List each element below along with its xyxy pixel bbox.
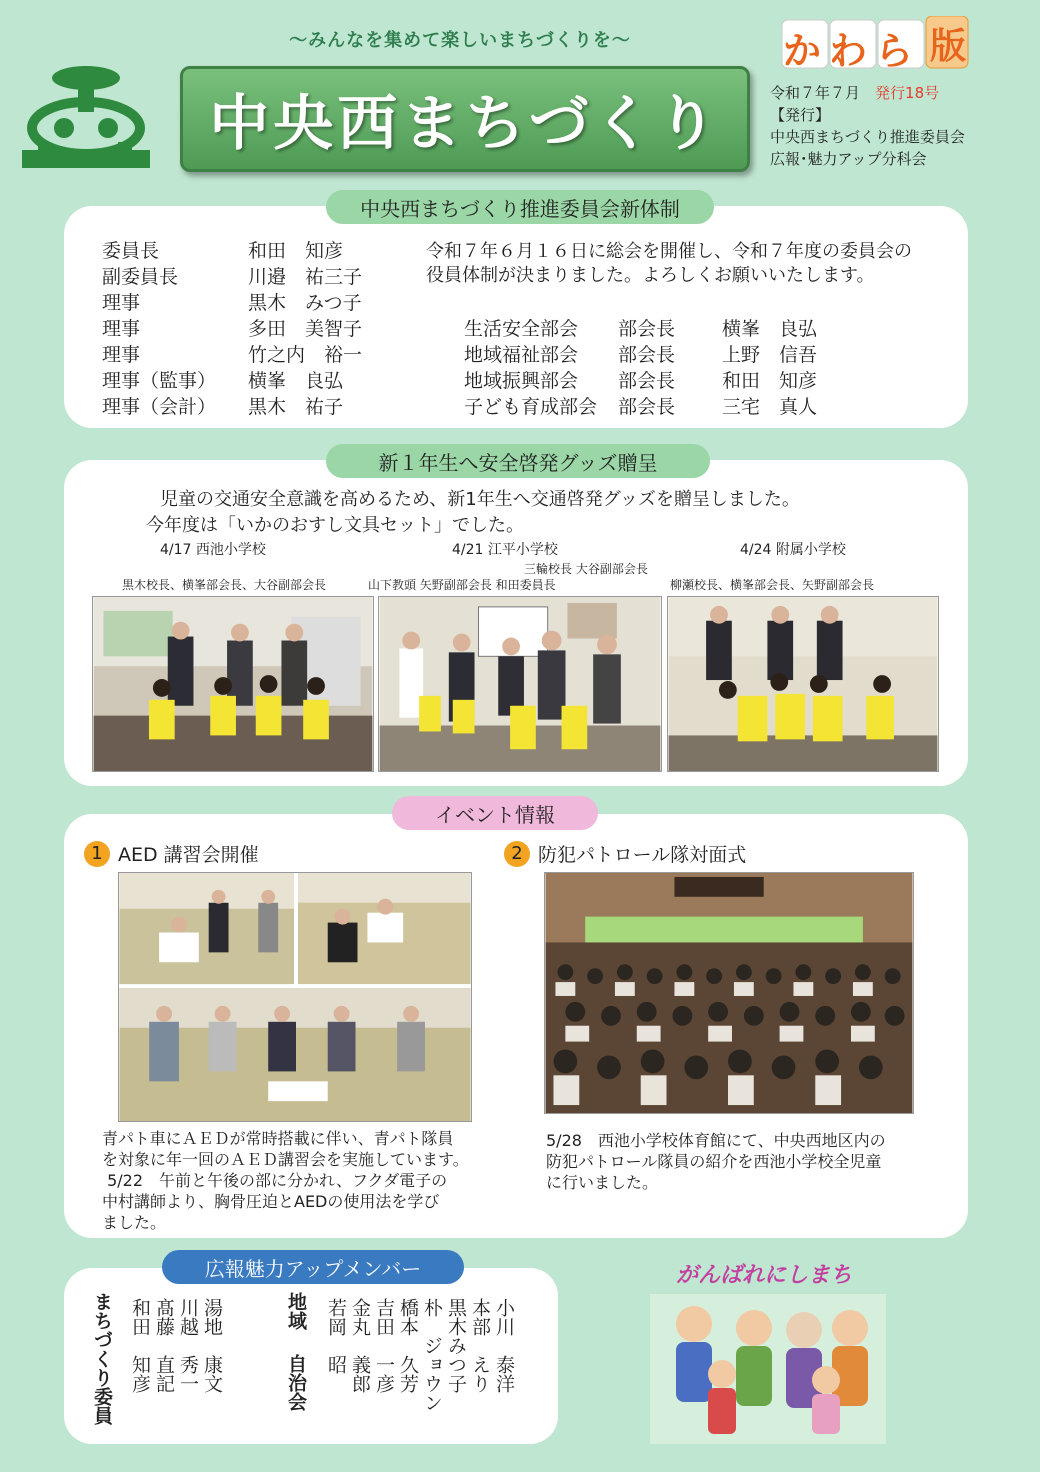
officer-row: 理事（監事） 横峯 良弘: [102, 370, 344, 392]
officer-row: 理事 竹之内 裕一: [102, 344, 363, 366]
group-2-label-2: 自治会: [285, 1354, 307, 1411]
photo-nishiike-school: [92, 596, 374, 772]
officer-row: 委員長 和田 知彦: [102, 240, 344, 262]
event-heading: イベント情報: [392, 796, 598, 830]
photo-fuzoku-school: [667, 596, 939, 772]
event-2-description: 5/28 西池小学校体育館にて、中央西地区内の 防犯パトロール隊員の紹介を西池小学校全児童 に行いました。: [546, 1131, 886, 1192]
school-caption-2: 4/21 江平小学校: [452, 542, 558, 558]
photo-patrol-ceremony: [544, 872, 914, 1114]
school-caption-1: 4/17 西池小学校: [160, 542, 266, 558]
safety-goods-heading: 新１年生へ安全啓発グッズ贈呈: [326, 444, 710, 478]
group-2-members: 小川 泰洋 本部 えり 黒木みつ子 朴 ジョウン 橋本 久芳 吉田 一彦 金丸 義郎 若岡 昭: [325, 1298, 515, 1412]
group-2-label-1: 地域: [285, 1292, 307, 1330]
badge-main-text: かわら: [783, 29, 922, 73]
palm-tree-logo: [18, 62, 154, 174]
officer-list: [102, 238, 362, 420]
publisher-label: 【発行】: [770, 106, 831, 124]
department-row: 生活安全部会 部会長 横峯 良弘: [464, 318, 818, 340]
members-heading: 広報魅力アップメンバー: [162, 1250, 464, 1284]
department-list: [464, 316, 817, 420]
safety-goods-text-2: 今年度は「いかのおすし文具セット」でした。: [146, 515, 524, 536]
issue-info: [770, 82, 965, 170]
school-people-3: 柳瀬校長、横峯部会長、矢野副部会長: [670, 578, 875, 592]
school-people-1: 黒木校長、横峯部会長、大谷副部会長: [122, 578, 327, 592]
officer-row: 理事 黒木 みつ子: [102, 292, 362, 314]
badge-sub-text: 版: [930, 26, 967, 67]
newsletter-title: 中央西まちづくり: [180, 66, 750, 172]
event-1-title: 1 AED 講習会開催: [84, 840, 259, 867]
number-badge-2: 2: [504, 841, 530, 867]
number-badge-1: 1: [84, 841, 110, 867]
event-2-title: 2 防犯パトロール隊対面式: [504, 840, 746, 867]
event-1-description: 青パト車にＡＥＤが常時搭載に伴い、青パト隊員 を対象に年一回のＡＥＤ講習会を実施しています。 5/22 午前と午後の部に分かれ、フクダ電子の 中村講師より、胸骨圧迫とAEDの使用法を学び ました。: [102, 1129, 469, 1232]
issue-date: 令和７年７月: [770, 84, 861, 102]
publisher-line-1: 中央西まちづくり推進委員会: [770, 128, 965, 146]
department-row: 地域振興部会 部会長 和田 知彦: [464, 370, 818, 392]
school-extra-2: 三輪校長 大谷副部会長: [524, 562, 648, 576]
department-row: 子ども育成部会 部会長 三宅 真人: [464, 396, 818, 418]
group-1-label: まちづくり委員: [91, 1292, 113, 1425]
photo-aed-training: [118, 872, 472, 1122]
officer-row: 理事（会計） 黒木 祐子: [102, 396, 344, 418]
officer-row: 理事 多田 美智子: [102, 318, 363, 340]
photo-ehira-school: [378, 596, 662, 772]
issue-number: 発行18号: [875, 84, 940, 102]
family-illustration: [650, 1294, 886, 1444]
group-1-members: 湯地 康文 川越 秀一 髙藤 直記 和田 知彦: [129, 1298, 223, 1393]
officer-row: 副委員長 川邉 祐三子: [102, 266, 363, 288]
department-row: 地域福祉部会 部会長 上野 信吾: [464, 344, 818, 366]
safety-goods-text-1: 児童の交通安全意識を高めるため、新1年生へ交通啓発グッズを贈呈しました。: [160, 489, 800, 510]
tagline: 〜みんなを集めて楽しいまちづくりを〜: [289, 30, 631, 51]
committee-intro: 令和７年６月１６日に総会を開催し、令和７年度の委員会の 役員体制が決まりました。よろしくお願いいたします。: [426, 241, 912, 286]
school-people-2: 山下教頭 矢野副部会長 和田委員長: [368, 578, 556, 592]
school-caption-3: 4/24 附属小学校: [740, 542, 846, 558]
slogan-text: がんばれにしまち: [676, 1263, 853, 1288]
committee-heading: 中央西まちづくり推進委員会新体制: [326, 190, 714, 224]
publisher-line-2: 広報･魅力アップ分科会: [770, 150, 927, 168]
